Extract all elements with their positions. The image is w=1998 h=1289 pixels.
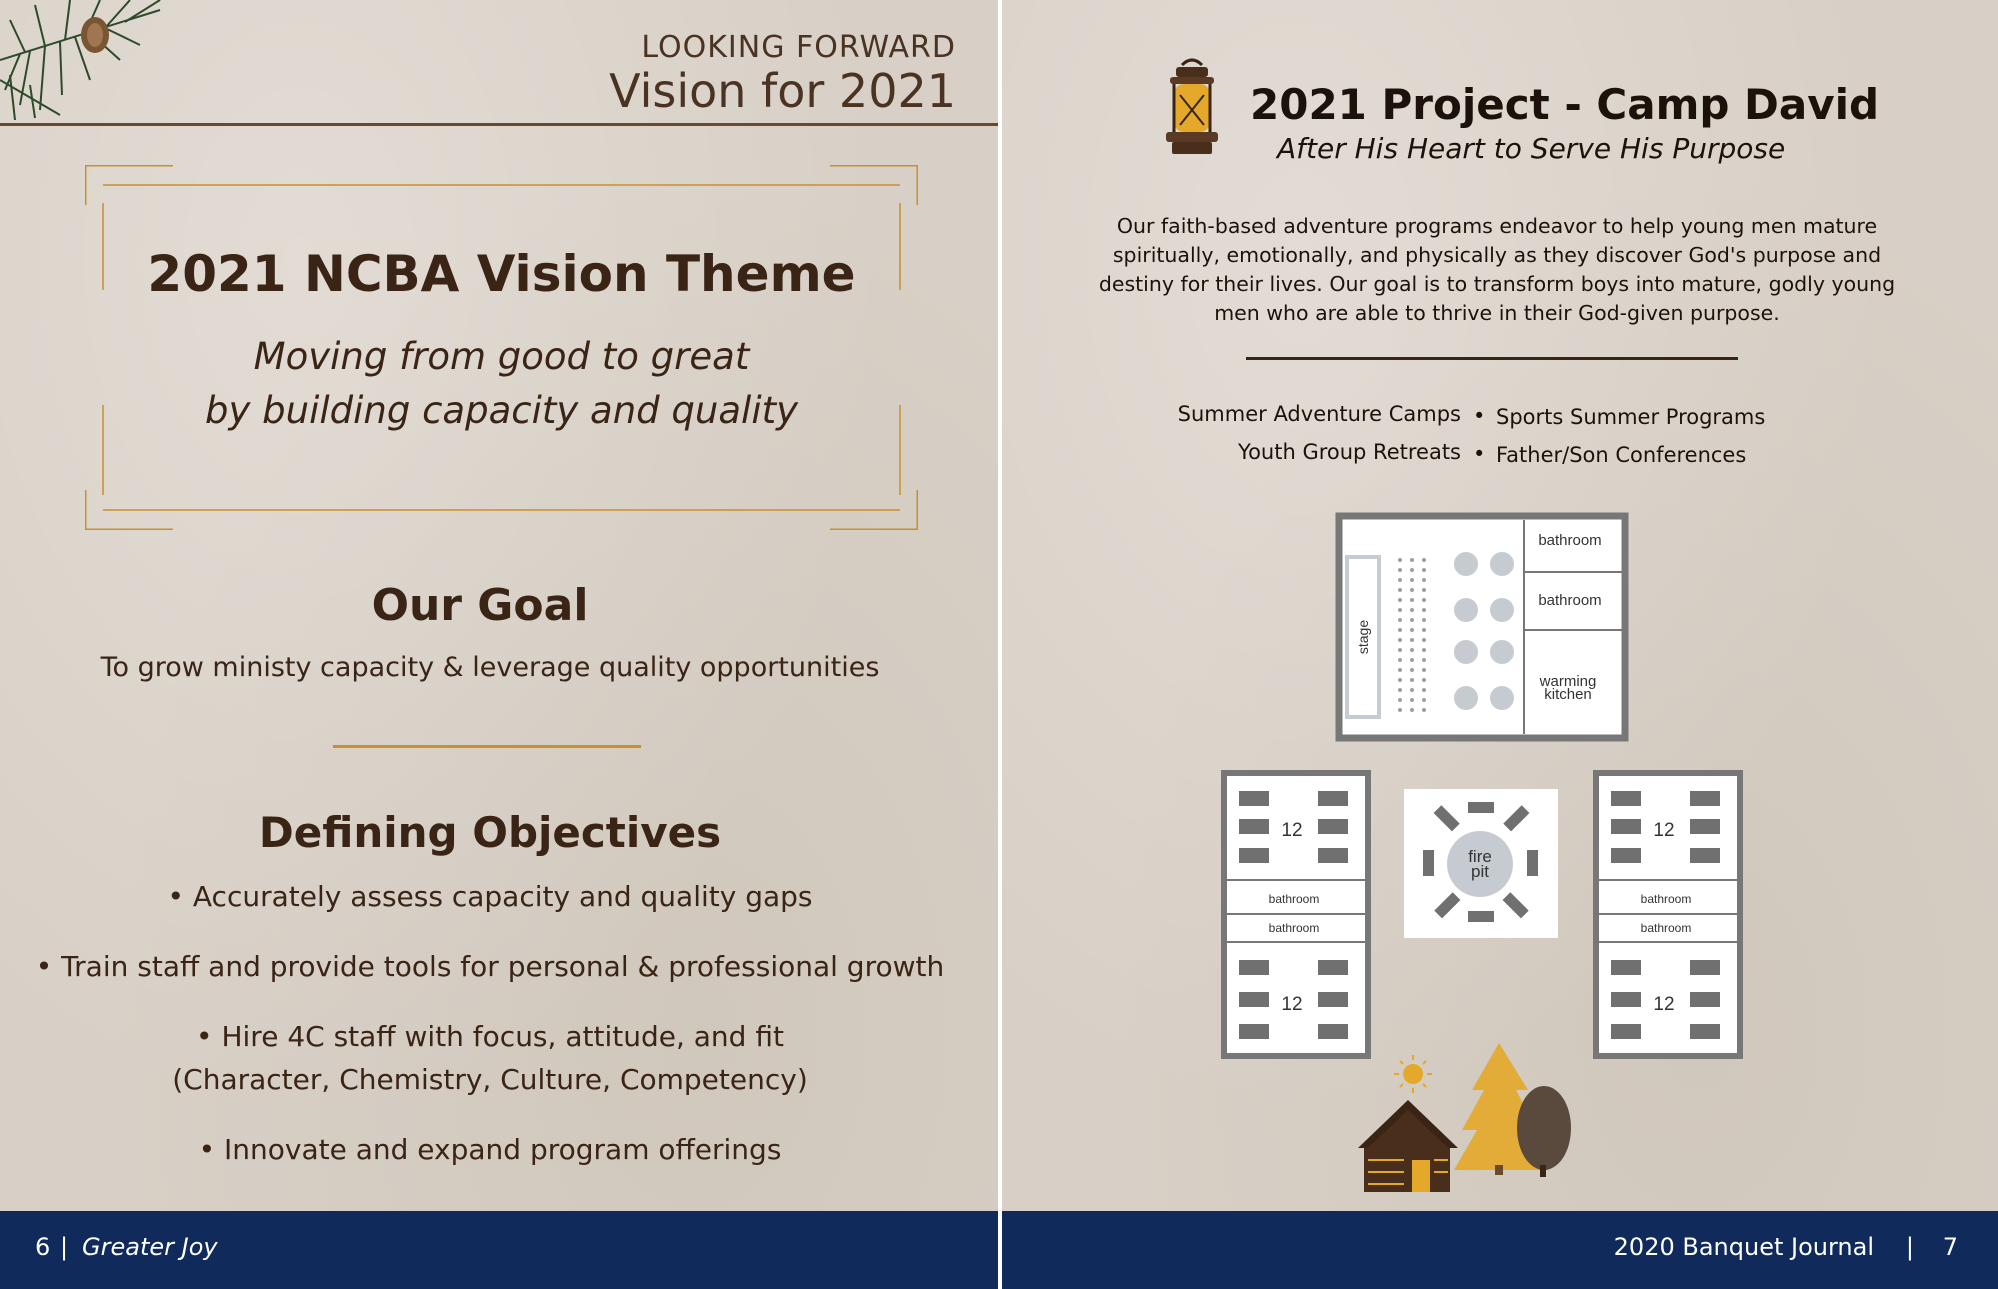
- left-footer: [0, 1211, 998, 1289]
- description-line: destiny for their lives. Our goal is to transform boys into mature, godly young: [1098, 272, 1896, 296]
- vision-theme-title: 2021 NCBA Vision Theme: [147, 245, 856, 303]
- description-line: men who are able to thrive in their God-given purpose.: [1214, 301, 1780, 325]
- program-bullet: •: [1473, 404, 1486, 428]
- cabin-right: [1596, 773, 1740, 1056]
- cabin-capacity: 12: [1653, 994, 1675, 1015]
- vision-line-1: Moving from good to great: [253, 335, 750, 378]
- cabin-capacity: 12: [1281, 994, 1303, 1015]
- stage-label: stage: [1355, 619, 1371, 655]
- footer-separator: |: [60, 1233, 69, 1261]
- project-title: 2021 Project - Camp David: [1250, 80, 1880, 129]
- page-number: 7: [1942, 1233, 1958, 1261]
- page-number: 6: [35, 1233, 51, 1261]
- left-page: [0, 0, 998, 1289]
- fire-pit-label: fire: [1468, 847, 1492, 866]
- header-title: Vision for 2021: [609, 64, 956, 118]
- goal-heading: Our Goal: [371, 580, 589, 631]
- publication-title: 2020 Banquet Journal: [1613, 1233, 1874, 1261]
- log-cabin-icon: [1358, 1100, 1458, 1192]
- program-item: Summer Adventure Camps: [1177, 402, 1461, 426]
- cabin-capacity: 12: [1281, 820, 1303, 841]
- fire-pit-label: pit: [1471, 862, 1489, 881]
- program-bullet: •: [1473, 442, 1486, 466]
- bathroom-label: bathroom: [1268, 892, 1320, 906]
- publication-title: Greater Joy: [82, 1233, 218, 1261]
- sun-icon: [1394, 1055, 1432, 1093]
- main-hall: [1339, 516, 1625, 738]
- goal-text: To grow ministy capacity & leverage quality opportunities: [100, 652, 880, 683]
- program-item: Father/Son Conferences: [1496, 443, 1747, 467]
- bathroom-label: bathroom: [1640, 892, 1692, 906]
- bush-tree-icon: [1517, 1086, 1571, 1170]
- description-line: Our faith-based adventure programs endeavor to help young men mature: [1116, 214, 1878, 238]
- objective-item: • Accurately assess capacity and quality gaps: [167, 880, 813, 913]
- header-divider: [0, 123, 998, 126]
- cabin-left: [1224, 773, 1368, 1056]
- program-item: Youth Group Retreats: [1238, 440, 1461, 464]
- objective-item: • Train staff and provide tools for personal & professional growth: [35, 950, 945, 983]
- program-item: Sports Summer Programs: [1496, 405, 1766, 429]
- cabin-illustration: [1358, 1043, 1571, 1192]
- camp-floorplan: [1002, 0, 1998, 1211]
- bathroom-label: bathroom: [1268, 921, 1320, 935]
- vision-theme-subtitle: [85, 330, 918, 438]
- fire-pit: [1404, 789, 1558, 938]
- objective-item: • Innovate and expand program offerings: [198, 1133, 782, 1166]
- bathroom-label: bathroom: [1538, 592, 1602, 609]
- kitchen-label: kitchen: [1544, 686, 1592, 703]
- right-footer: [1002, 1211, 1998, 1289]
- bathroom-label: bathroom: [1640, 921, 1692, 935]
- bathroom-label: bathroom: [1538, 532, 1602, 549]
- project-subtitle: After His Heart to Serve His Purpose: [1277, 132, 1786, 165]
- objective-item-detail: (Character, Chemistry, Culture, Competency): [172, 1063, 808, 1096]
- gold-divider: [333, 745, 641, 748]
- objective-item: • Hire 4C staff with focus, attitude, and fit: [196, 1020, 784, 1053]
- kitchen-label: warming: [1539, 673, 1597, 690]
- description-line: spiritually, emotionally, and physically as they discover God's purpose and: [1112, 243, 1882, 267]
- header-kicker: LOOKING FORWARD: [641, 30, 956, 65]
- vision-line-2: by building capacity and quality: [204, 389, 798, 432]
- pine-branch-icon: [0, 0, 190, 120]
- footer-separator: |: [1905, 1233, 1914, 1261]
- cabin-capacity: 12: [1653, 820, 1675, 841]
- objectives-heading: Defining Objectives: [258, 808, 722, 857]
- right-page: [1002, 0, 1998, 1289]
